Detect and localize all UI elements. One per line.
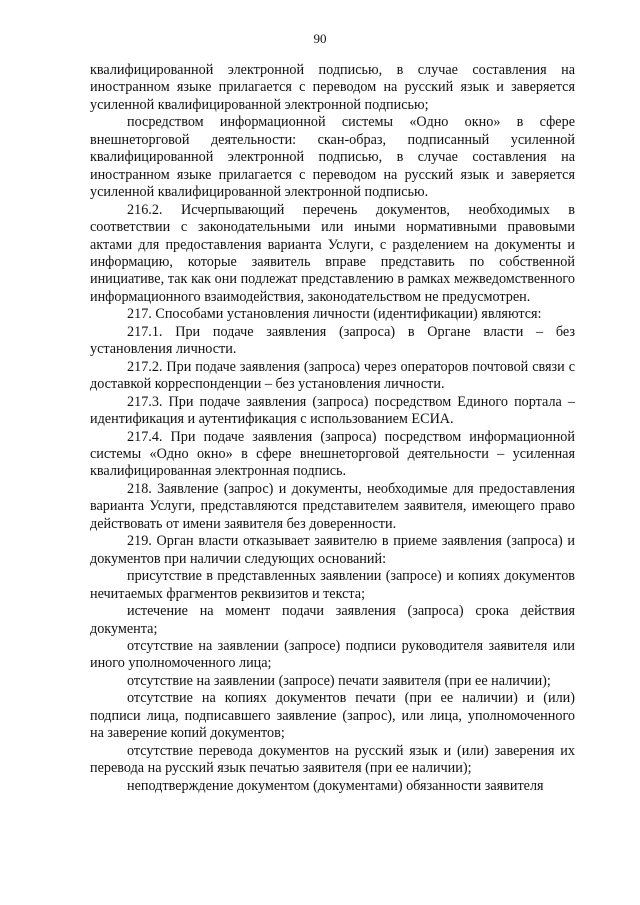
paragraph: присутствие в представленных заявлении (запросе) и копиях документов нечитаемых фрагментов реквизитов и текста; [90, 568, 575, 602]
paragraph: отсутствие на заявлении (запросе) подписи руководителя заявителя или иного уполномоченного лица; [90, 637, 575, 672]
paragraph: 218. Заявление (запрос) и документы, необходимые для предоставления варианта Услуги, представляются представителем заявителя, имеющего право действовать от имени заявителя без доверенности. [90, 480, 575, 532]
paragraph: посредством информационной системы «Одно окно» в сфере внешнеторговой деятельности: скан-образ, подписанный усиленной квалифицированной электронной подписью, в случае составления на иностранном языке прилагается с переводом на русский язык и заверяется усиленной квалифицированной электронной подписью. [90, 114, 575, 201]
paragraph: отсутствие на копиях документов печати (при ее наличии) и (или) подписи лица, подписавшего заявление (запрос), или лица, уполномоченного на заверение копий документов; [90, 690, 575, 742]
paragraph: 219. Орган власти отказывает заявителю в приеме заявления (запроса) и документов при наличии следующих оснований: [90, 533, 575, 567]
paragraph: истечение на момент подачи заявления (запроса) срока действия документа; [90, 603, 575, 637]
document-body [90, 62, 575, 795]
paragraph: отсутствие на заявлении (запросе) печати заявителя (при ее наличии); [127, 672, 551, 689]
paragraph: 217.4. При подаче заявления (запроса) посредством информационной системы «Одно окно» в сфере внешнеторговой деятельности – усиленная квалифицированная электронная подпись. [90, 428, 575, 480]
paragraph: 217.1. При подаче заявления (запроса) в Органе власти – без установления личности. [90, 323, 575, 358]
paragraph: 217. Способами установления личности (идентификации) являются: [127, 306, 542, 323]
paragraph: 217.3. При подаче заявления (запроса) посредством Единого портала – идентификация и аутентификация с использованием ЕСИА. [90, 393, 575, 428]
page-number: 90 [313, 31, 327, 46]
paragraph: отсутствие перевода документов на русский язык и (или) заверения их перевода на русский язык печатью заявителя (при ее наличии); [90, 742, 575, 777]
paragraph: 217.2. При подаче заявления (запроса) через операторов почтовой связи с доставкой корреспонденции – без установления личности. [90, 358, 575, 393]
paragraph: квалифицированной электронной подписью, в случае составления на иностранном языке прилагается с переводом на русский язык и заверяется усиленной квалифицированной электронной подписью; [90, 62, 575, 113]
paragraph: неподтверждение документом (документами) обязанности заявителя [127, 777, 544, 794]
paragraph: 216.2. Исчерпывающий перечень документов, необходимых в соответствии с законодательными или иными нормативными правовыми актами для предоставления варианта Услуги, с разделением на документы и информацию, которые заявитель вправе представить по собственной инициативе, так как они подлежат представлению в рамках межведомственного информационного взаимодействия, законодательством не предусмотрен. [90, 201, 575, 305]
